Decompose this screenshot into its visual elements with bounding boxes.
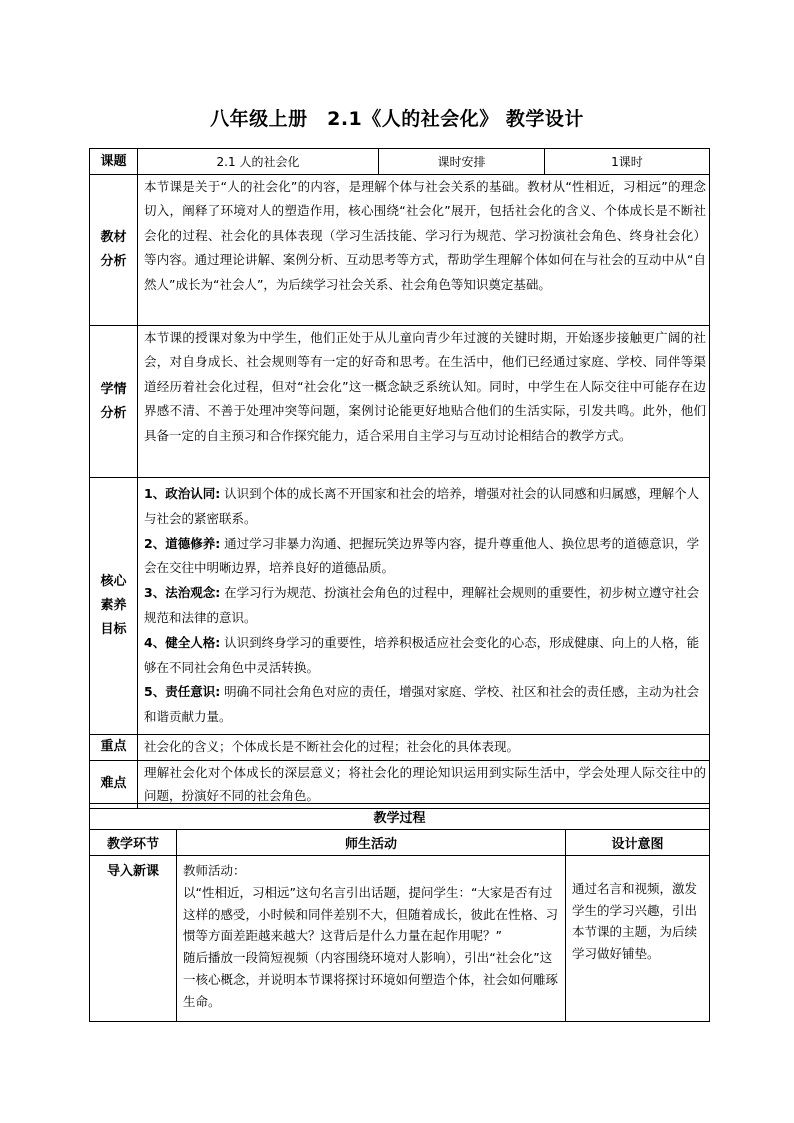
lesson-plan-table [89, 148, 710, 809]
material-analysis-row [90, 175, 710, 326]
process-section-title: 教学过程 [90, 804, 710, 830]
process-header-row [90, 830, 710, 856]
difficulties-row [90, 760, 710, 808]
hours-label: 课时安排 [379, 149, 545, 175]
col-activity-header: 师生活动 [177, 830, 566, 856]
key-points-label: 重点 [90, 734, 138, 760]
col-intent-header: 设计意图 [566, 830, 710, 856]
core-goals-list [138, 478, 710, 735]
material-analysis-label: 教材 分析 [90, 175, 138, 326]
core-goals-row [90, 478, 710, 735]
hours-value: 1课时 [545, 149, 710, 175]
topic-value: 2.1 人的社会化 [138, 149, 379, 175]
material-analysis-text: 本节课是关于“人的社会化”的内容，是理解个体与社会关系的基础。教材从“性相近，习相远”的理念切入，阐释了环境对人的塑造作用，核心围绕“社会化”展开，包括社会化的含义、个体成长是不断社会化的过程、社会化的具体表现（学习生活技能、学习行为规范、学习扮演社会角色、终身社会化）等内容。通过理论讲解、案例分析、互动思考等方式，帮助学生理解个体如何在与社会的互动中从“自然人”成长为“社会人”，为后续学习社会关系、社会角色等知识奠定基础。 [138, 175, 710, 326]
difficulties-label: 难点 [90, 760, 138, 808]
stage-cell: 导入新课 [90, 856, 177, 1022]
activity-cell: 教师活动： 以“性相近，习相远”这句名言引出话题，提问学生：“大家是否有过这样的感受，小时候和同伴差别不大，但随着成长，彼此在性格、习惯等方面差距越来越大？这背后是什么力量在起作用呢？” 随后播放一段简短视频（内容围绕环境对人影响），引出“社会化”这一核心概念，并说明本节课将探讨环境如何塑造个体，社会如何雕琢生命。 [177, 856, 566, 1022]
student-analysis-label: 学情 分析 [90, 326, 138, 478]
process-row-intro [90, 856, 710, 1022]
goal-item: 3、法治观念: 在学习行为规范、扮演社会角色的过程中，理解社会规则的重要性，初步树立遵守社会规范和法律的意识。 [144, 585, 700, 625]
topic-label: 课题 [90, 149, 138, 175]
goal-item: 5、责任意识: 明确不同社会角色对应的责任，增强对家庭、学校、社区和社会的责任感，主动为社会和谐贡献力量。 [144, 684, 700, 725]
student-analysis-text: 本节课的授课对象为中学生，他们正处于从儿童向青少年过渡的关键时期，开始逐步接触更广阔的社会，对自身成长、社会规则等有一定的好奇和思考。在生活中，他们已经通过家庭、学校、同伴等渠道经历着社会化过程，但对“社会化”这一概念缺乏系统认知。同时，中学生在人际交往中可能存在边界感不清、不善于处理冲突等问题，案例讨论能更好地贴合他们的生活实际，引发共鸣。此外，他们具备一定的自主预习和合作探究能力，适合采用自主学习与互动讨论相结合的教学方式。 [138, 326, 710, 478]
process-title-row [90, 804, 710, 830]
topic-row [90, 149, 710, 175]
goal-item: 1、政治认同: 认识到个体的成长离不开国家和社会的培养，增强对社会的认同感和归属感，理解个人与社会的紧密联系。 [144, 486, 700, 526]
intent-cell: 通过名言和视频，激发学生的学习兴趣，引出本节课的主题，为后续学习做好铺垫。 [566, 856, 710, 1022]
key-points-row [90, 734, 710, 760]
difficulties-text: 理解社会化对个体成长的深层意义；将社会化的理论知识运用到实际生活中，学会处理人际交往中的问题，扮演好不同的社会角色。 [138, 760, 710, 808]
col-stage-header: 教学环节 [90, 830, 177, 856]
document-title: 八年级上册 2.1《人的社会化》 教学设计 [210, 108, 584, 130]
process-table [89, 803, 710, 1022]
student-analysis-row [90, 326, 710, 478]
core-goals-label: 核心 素养 目标 [90, 478, 138, 735]
goal-item: 4、健全人格: 认识到终身学习的重要性，培养积极适应社会变化的心态，形成健康、向上的人格，能够在不同社会角色中灵活转换。 [144, 634, 700, 675]
key-points-text: 社会化的含义；个体成长是不断社会化的过程；社会化的具体表现。 [138, 734, 710, 760]
goal-item: 2、道德修养: 通过学习非暴力沟通、把握玩笑边界等内容，提升尊重他人、换位思考的道德意识，学会在交往中明晰边界，培养良好的道德品质。 [144, 535, 700, 576]
